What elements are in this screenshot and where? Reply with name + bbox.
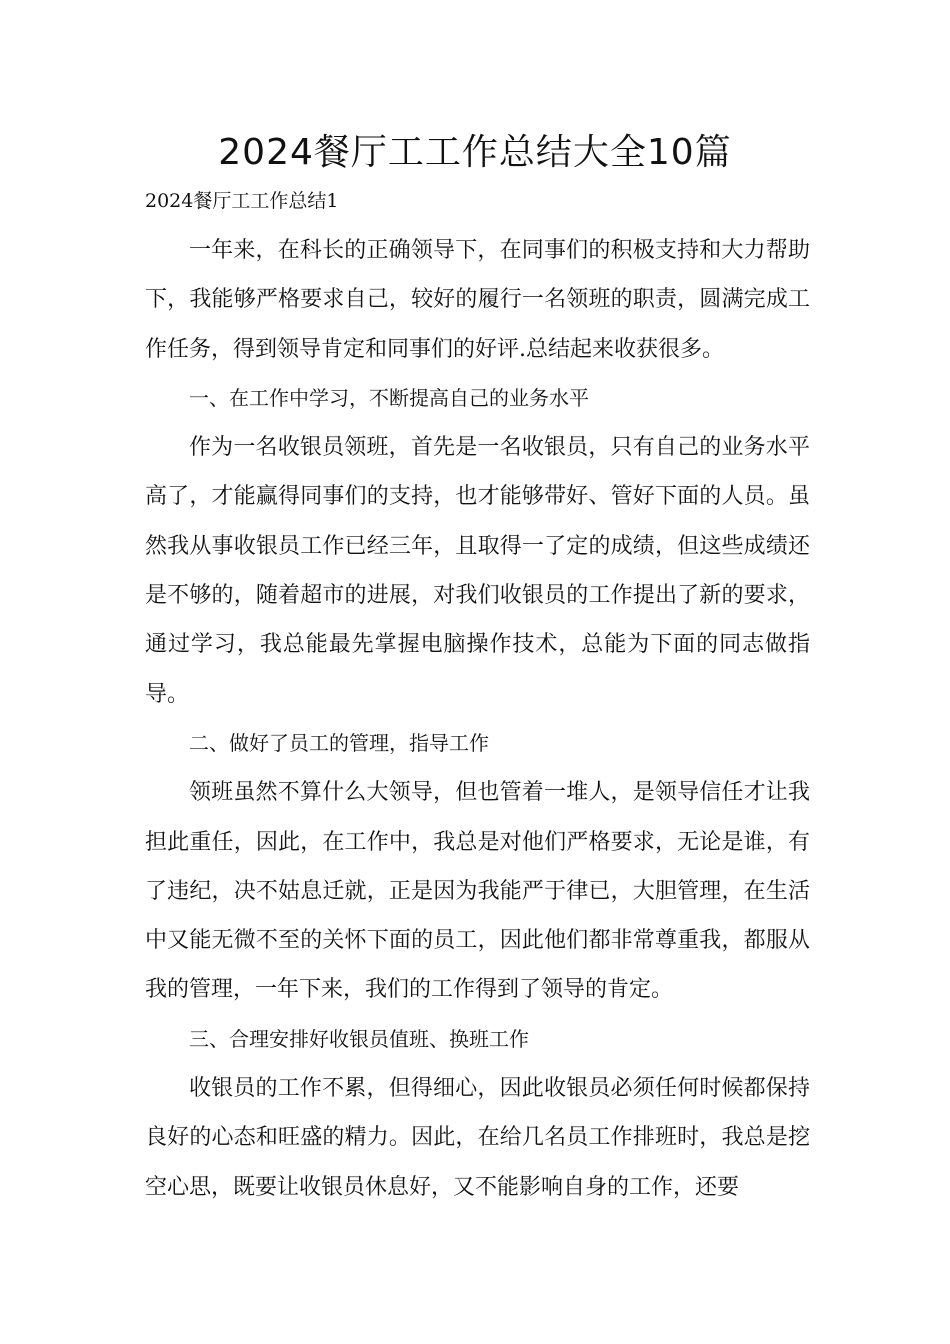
paragraph-section-3: 收银员的工作不累，但得细心，因此收银员必须任何时候都保持良好的心态和旺盛的精力。因此，在给几名员工作排班时，我总是挖空心思，既要让收银员休息好，又不能影响自身的工作，还要 — [145, 1076, 810, 1200]
paragraph-section-1: 作为一名收银员领班，首先是一名收银员，只有自己的业务水平高了，才能赢得同事们的支持，也才能够带好、管好下面的人员。虽然我从事收银员工作已经三年，且取得一了定的成绩，但这些成绩还是不够的，随着超市的进展，对我们收银员的工作提出了新的要求，通过学习，我总能最先掌握电脑操作技术，总能为下面的同志做指导。 — [145, 435, 810, 707]
section-heading-1: 一、在工作中学习，不断提高自己的业务水平 — [189, 385, 589, 410]
document-subtitle: 2024餐厅工工作总结1 — [145, 190, 339, 212]
document-title: 2024餐厅工工作总结大全10篇 — [218, 132, 732, 173]
document-body — [145, 226, 810, 1212]
paragraph-intro: 一年来，在科长的正确领导下，在同事们的积极支持和大力帮助下，我能够严格要求自己，较好的履行一名领班的职责，圆满完成工作任务，得到领导肯定和同事们的好评.总结起来收获很多。 — [145, 238, 810, 362]
paragraph-section-2: 领班虽然不算什么大领导，但也管着一堆人，是领导信任才让我担此重任，因此，在工作中，我总是对他们严格要求，无论是谁，有了违纪，决不姑息迁就，正是因为我能严于律已，大胆管理，在生活中又能无微不至的关怀下面的员工，因此他们都非常尊重我，都服从我的管理，一年下来，我们的工作得到了领导的肯定。 — [145, 780, 810, 1003]
section-heading-3: 三、合理安排好收银员值班、换班工作 — [189, 1026, 529, 1051]
section-heading-2: 二、做好了员工的管理，指导工作 — [189, 730, 489, 755]
